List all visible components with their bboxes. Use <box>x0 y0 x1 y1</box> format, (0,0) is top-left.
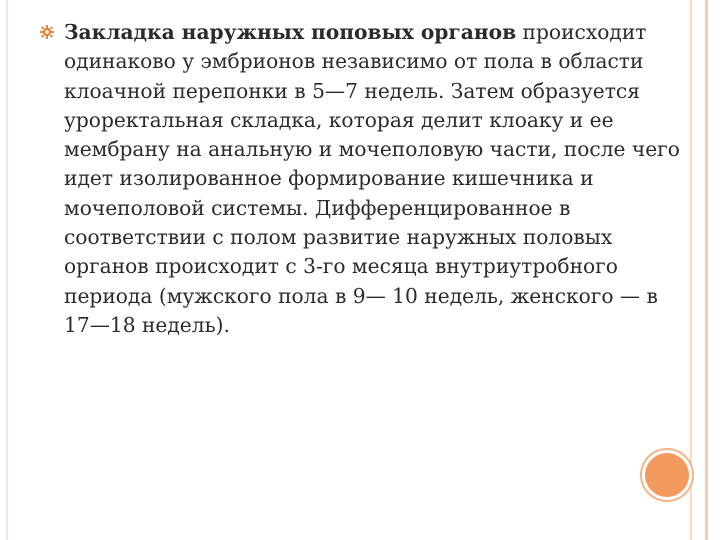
gear-bullet-icon <box>40 25 54 39</box>
left-frame-line <box>6 0 8 540</box>
right-frame-bar-inner <box>690 0 692 540</box>
right-frame-bar-outer <box>705 0 708 540</box>
body-text: происходит одинаково у эмбрионов независимо от пола в области клоачной перепонки в 5—7 недель. Затем образуется уроректальная складка, которая делит клоаку и ее мембрану на анальную и мочеполовую части, после чего идет изолированное формирование кишечника и мочеполовой системы. Дифференцированное в соответствии с полом развитие наружных половых органов происходит с 3-го месяца внутриутробного периода (мужского пола в 9— 10 недель, женского — в 17—18 недель). <box>64 20 680 337</box>
slide-body-text <box>64 18 684 340</box>
heading-bold-text: Закладка наружных поповых органов <box>64 20 517 44</box>
decorative-circle <box>642 450 692 500</box>
